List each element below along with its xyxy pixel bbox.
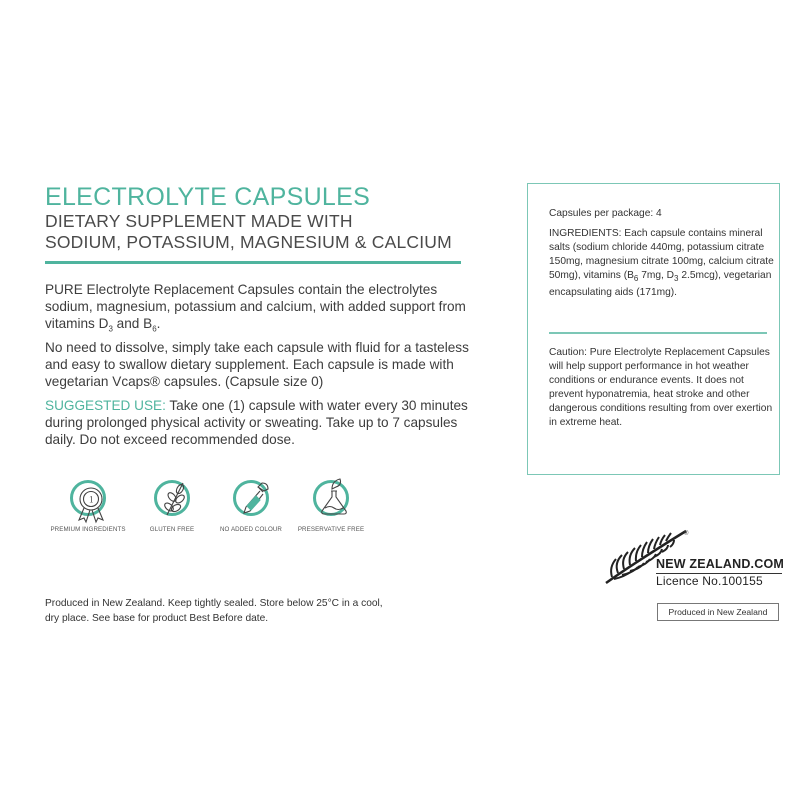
- product-subtitle-line2: SODIUM, POTASSIUM, MAGNESIUM & CALCIUM: [45, 232, 452, 252]
- badge-gluten-free: GLUTEN FREE: [142, 480, 202, 533]
- nz-logo-title: NEW ZEALAND.COM: [656, 557, 784, 571]
- ribbon-medal-icon: [70, 480, 106, 516]
- info-box: [527, 183, 780, 475]
- suggested-use: [45, 397, 475, 448]
- header-divider: [45, 261, 461, 264]
- badge-no-added-colour: NO ADDED COLOUR: [208, 480, 294, 533]
- produced-in-nz-badge: Produced in New Zealand: [657, 603, 779, 621]
- product-subtitle-line1: DIETARY SUPPLEMENT MADE WITH: [45, 211, 353, 231]
- flask-icon: [313, 480, 349, 516]
- capsules-per-package: Capsules per package: 4: [549, 208, 662, 219]
- ingredients: INGREDIENTS: Each capsule contains mineral salts (sodium chloride 440mg, potassium citrate 150mg, magnesium citrate 100mg, calcium citrate 50mg), vitamins ($B_6$ 7mg, $D_3$ 2.5mcg), vegetarian encapsulating aids (171mg).: [549, 228, 774, 299]
- new-zealand-logo: [604, 527, 784, 587]
- info-box-divider: [549, 332, 767, 334]
- caution-text: Caution: Pure Electrolyte Replacement Capsules will help support performance in hot weather conditions or endurance events. It does not prevent hyponatremia, heat stroke and other dangerous conditions resulting from over exertion in extreme heat.: [549, 347, 773, 428]
- nz-licence-number: Licence No.100155: [656, 574, 763, 588]
- description-paragraph-2: No need to dissolve, simply take each capsule with fluid for a tasteless and easy to swallow dietary supplement. Each capsule is made with vegetarian Vcaps® capsules. (Capsule size 0): [45, 340, 469, 389]
- product-title: ELECTROLYTE CAPSULES: [45, 183, 371, 211]
- svg-text:1: 1: [89, 494, 94, 505]
- storage-note: Produced in New Zealand. Keep tightly sealed. Store below 25°C in a cool, dry place. See base for product Best Before date.: [45, 598, 383, 624]
- header: [45, 183, 465, 264]
- description-paragraph-1: PURE Electrolyte Replacement Capsules contain the electrolytes sodium, magnesium, potassium and calcium, with added support from vitamins $D_3$ and $B_6$.: [45, 282, 466, 334]
- registered-mark: ®: [684, 531, 689, 537]
- suggested-use-text: Take one (1) capsule with water every 30 minutes during prolonged physical activity or sweating. Take up to 7 capsules daily. Do not exceed recommended dose.: [45, 398, 468, 447]
- badge-preservative-free: PRESERVATIVE FREE: [292, 480, 370, 533]
- dropper-icon: [233, 480, 269, 516]
- badge-premium-ingredients: 1 PREMIUM INGREDIENTS: [42, 480, 134, 533]
- wheat-icon: [154, 480, 190, 516]
- badge-row: [42, 480, 372, 550]
- suggested-use-label: SUGGESTED USE:: [45, 398, 166, 413]
